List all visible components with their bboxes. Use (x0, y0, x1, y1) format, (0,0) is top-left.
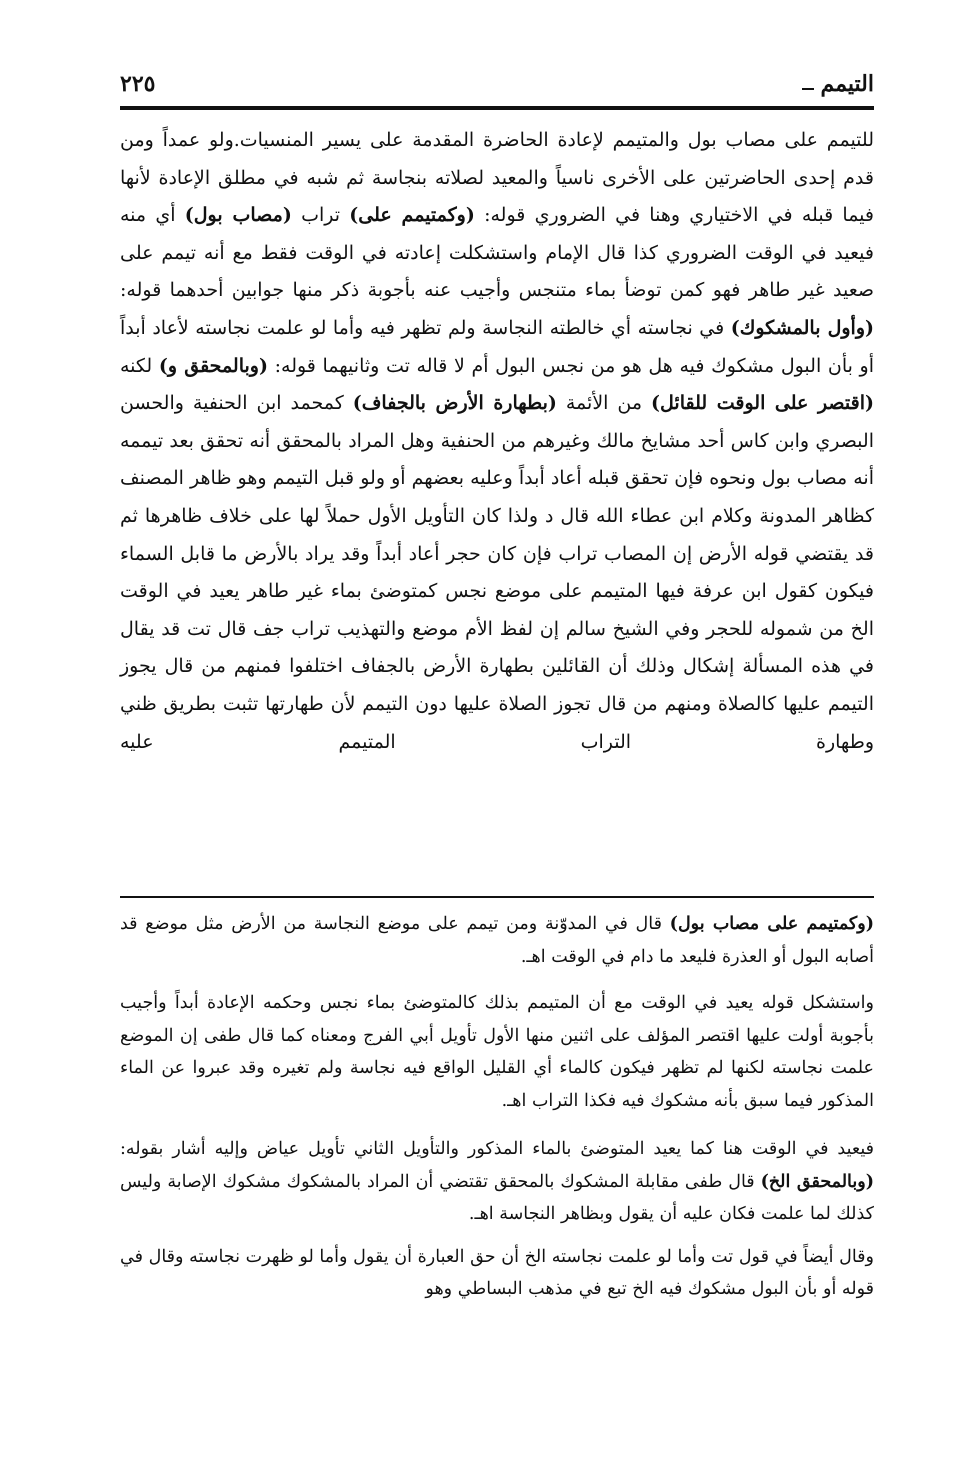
footnote-text: قال طفى مقابلة المشكوك بالمحقق تقتضي أن المراد بالمشكوك مشكوك الإصابة وليس كذلك لما علمت فكان عليه أن يقول وبظاهر النجاسة اهـ. (120, 1171, 874, 1224)
footnotes (120, 908, 874, 1318)
chapter-title: التيمم (820, 71, 874, 97)
text-segment: لكنه (120, 354, 159, 377)
footnote-paragraph (120, 1133, 874, 1231)
footnote-rule (120, 896, 874, 898)
text-segment: تراب (291, 204, 350, 227)
quoted-matn: (وبالمحقق و) (158, 354, 268, 377)
quoted-matn: (وأول بالمشكوك) (730, 316, 874, 339)
text-segment: أي منه فيعيد في الوقت الضروري كذا قال الإمام واستشكلت إعادته في الوقت فقط مع أنه تيمم على صعيد غير طاهر فهو كمن توضأ بماء متنجس وأجيب عنه بأجوبة ذكر منها جوابين أحدهما قوله: (120, 204, 875, 302)
quoted-matn: (بطهارة الأرض بالجفاف) (352, 392, 557, 415)
quoted-matn: (مصاب بول) (184, 204, 292, 227)
quoted-matn: (اقتصر على الوقت للقائل) (651, 392, 874, 415)
footnote-paragraph: واستشكل قوله يعيد في الوقت مع أن المتيمم بذلك كالمتوضئ بماء نجس وحكمه الإعادة أبداً وأجيب بأجوبة أولت عليها اقتصر المؤلف على اثنين منها الأول تأويل أبي الفرج ومعناه كما قال طفى إن الموضع علمت نجاسته لكنها لم تظهر فيكون كالماء أي القليل الواقع فيه نجاسة ولم تغيره وقد عبروا عن الماء المذكور فيما سبق بأنه مشكوك فيه فكذا التراب اهـ. (120, 993, 874, 1111)
text-segment: في نجاسته أي خالطته النجاسة ولم تظهر فيه وأما لو علمت نجاسته لأعاد أبداً أو بأن البول مشكوك فيه هل هو من نجس البول أم لا قاله تت وثانيهما قوله: (120, 316, 874, 377)
header-rule (120, 106, 874, 110)
running-header (120, 66, 874, 106)
text-segment: للتيمم على مصاب بول والمتيمم لإعادة الحاضرة المقدمة على يسير المنسيات.ولو عمداً ومن قدم إحدى الحاضرتين على الأخرى ناسياً والمعيد لصلاته بنجاسة ثم شبه في مطلق الإعادة لأنها فيما قبله في الاختياري وهنا في الضروري قوله: (120, 129, 874, 227)
footnote-paragraph (120, 908, 874, 973)
footnote-text: قال في المدوّنة ومن تيمم على موضع النجاسة من الأرض مثل موضع قد أصابه البول أو العذرة فليعد ما دام في الوقت اهـ. (120, 914, 874, 967)
text-segment: من الأئمة (556, 392, 652, 415)
footnote-lemma: (وكمتيمم على مصاب بول) (669, 914, 874, 934)
page-number: ٢٢٥ (120, 71, 156, 97)
text-segment: كمحمد ابن الحنفية والحسن البصري وابن كاس أحد مشايخ مالك وغيرهم من الحنفية وهل المراد بالمحقق أنه تحقق بعد تيممه أنه مصاب بول ونحوه فإن تحقق قبله أعاد أبداً وعليه بعضهم أو ولو قبل التيمم وهو ظاهر المصنف كظاهر المدونة وكلام ابن عطاء الله قال د ولذا كان التأويل الأول حملاً لها على خلاف ظاهرها ثم قد يقتضي قوله الأرض إن المصاب تراب فإن كان حجر أعاد أبداً وقد يراد بالأرض ما قابل السماء فيكون كقول ابن عرفة فيها المتيمم على موضع نجس كمتوضئ بماء غير طاهر يعيد في الوقت الخ من شموله للحجر وفي الشيخ سالم إن لفظ الأم موضع والتهذيب تراب جف قال تت قد يقال في هذه المسألة إشكال وذلك أن القائلين بطهارة الأرض بالجفاف اختلفوا فمنهم من قال يجوز التيمم عليها كالصلاة ومنهم من قال تجوز الصلاة عليها دون التيمم لأن طهارتها تثبت بطريق ظني وطهارة التراب المتيمم عليه (120, 392, 874, 753)
header-dash (802, 88, 814, 90)
main-paragraph (120, 122, 874, 761)
footnote-lemma: (وبالمحقق الخ) (760, 1171, 874, 1192)
footnote-text: فيعيد في الوقت هنا كما يعيد المتوضئ بالماء المذكور والتأويل الثاني تأويل عياض وإليه أشار بقوله: (120, 1139, 874, 1159)
footnote-paragraph: وقال أيضاً في قول تت وأما لو علمت نجاسته الخ أن حق العبارة أن يقول وأما لو ظهرت نجاسته وقال في قوله أو بأن البول مشكوك فيه الخ تبع في مذهب البساطي وهو (120, 1246, 874, 1299)
quoted-matn: (وكمتيمم على) (349, 204, 475, 227)
main-text (120, 122, 874, 761)
